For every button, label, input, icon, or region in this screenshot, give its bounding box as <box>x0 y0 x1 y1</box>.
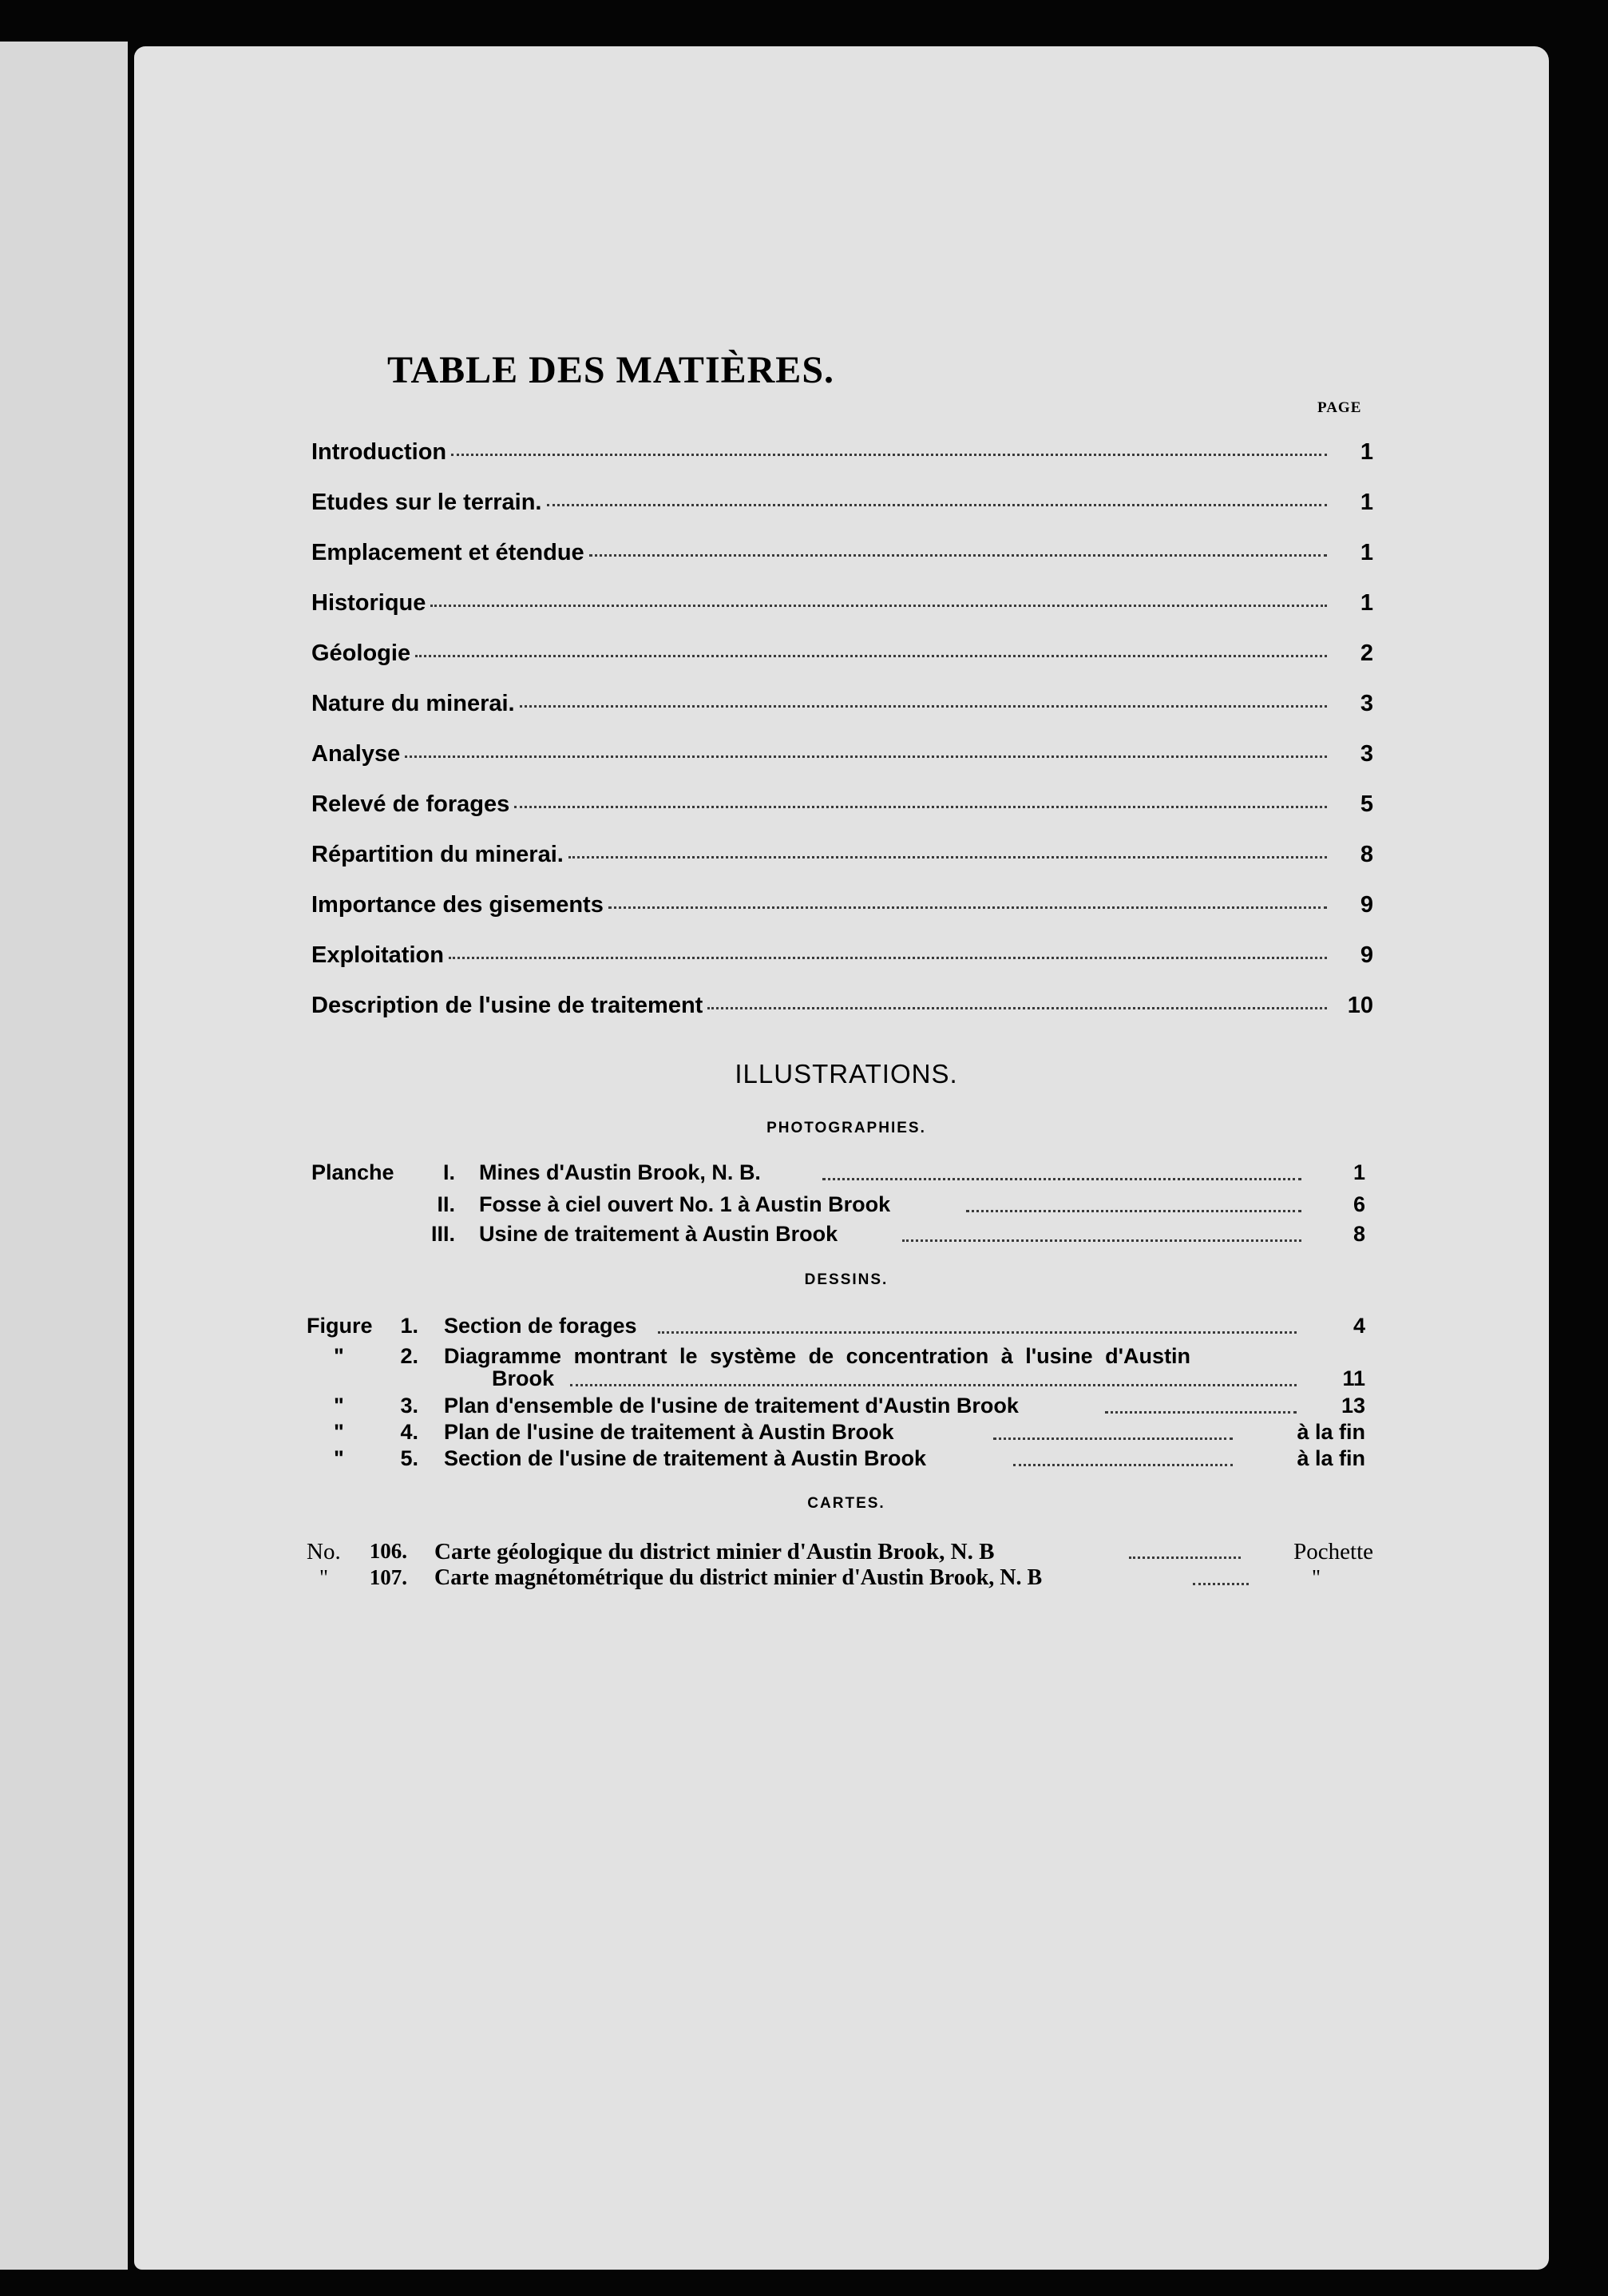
toc-page-number: 2 <box>1360 640 1373 666</box>
toc-page-number: 1 <box>1360 490 1373 515</box>
toc-row <box>311 942 1373 974</box>
toc-label: Géologie <box>311 640 411 666</box>
page-title: TABLE DES MATIÈRES. <box>386 349 835 391</box>
list-lead: Planche <box>311 1160 394 1184</box>
toc-row <box>311 993 1373 1025</box>
leader-dots <box>993 1437 1233 1440</box>
toc-label: Exploitation <box>311 942 444 968</box>
toc-label: Analyse <box>311 741 401 767</box>
leader-dots <box>1129 1556 1241 1559</box>
list-item <box>307 1565 1384 1592</box>
illustrations-heading: ILLUSTRATIONS. <box>735 1059 958 1089</box>
list-item <box>307 1420 1373 1447</box>
list-lead: Figure <box>307 1314 373 1338</box>
list-number: 107. <box>369 1565 407 1589</box>
toc-row <box>311 791 1373 823</box>
dessins-heading: DESSINS. <box>804 1271 889 1288</box>
list-text: Carte géologique du district minier d'Austin Brook, N. B <box>434 1539 995 1564</box>
toc-page-number: 1 <box>1360 540 1373 565</box>
toc-page-number: 1 <box>1360 439 1373 465</box>
list-page: à la fin <box>1297 1420 1365 1444</box>
list-page: à la fin <box>1297 1446 1365 1470</box>
toc-label: Répartition du minerai. <box>311 842 564 867</box>
toc-page-number: 9 <box>1360 942 1373 968</box>
toc-row <box>311 490 1373 521</box>
leader-dots <box>822 1178 1301 1180</box>
list-page: 13 <box>1341 1394 1365 1418</box>
list-item <box>311 1192 1373 1219</box>
list-number: 4. <box>400 1420 418 1444</box>
toc-page-number: 8 <box>1360 842 1373 867</box>
list-page: Pochette <box>1293 1539 1373 1564</box>
leader-dots <box>449 956 1327 959</box>
list-lead: " <box>334 1420 344 1444</box>
leader-dots <box>1013 1464 1233 1466</box>
list-item <box>307 1394 1373 1421</box>
list-number: 1. <box>400 1314 418 1338</box>
toc-label: Emplacement et étendue <box>311 540 584 565</box>
list-number: 2. <box>400 1344 418 1368</box>
list-text: Plan de l'usine de traitement à Austin Brook <box>444 1420 894 1444</box>
list-item <box>307 1314 1373 1341</box>
list-page: 8 <box>1353 1222 1365 1246</box>
list-lead: No. <box>307 1539 341 1564</box>
toc-label: Importance des gisements <box>311 892 604 918</box>
toc-row <box>311 540 1373 572</box>
toc-page-number: 1 <box>1360 590 1373 616</box>
list-number: 3. <box>400 1394 418 1418</box>
list-number: I. <box>442 1160 455 1184</box>
leader-dots <box>707 1006 1327 1009</box>
list-number: II. <box>437 1192 455 1216</box>
leader-dots <box>608 906 1327 909</box>
leader-dots <box>451 453 1327 456</box>
leader-dots <box>415 654 1327 657</box>
toc-row <box>311 842 1373 874</box>
list-item <box>311 1160 1373 1188</box>
list-text: Mines d'Austin Brook, N. B. <box>479 1160 761 1184</box>
list-lead: " <box>334 1394 344 1418</box>
leader-dots <box>547 503 1328 506</box>
page-column-label: PAGE <box>1317 399 1362 416</box>
list-item <box>307 1446 1373 1473</box>
list-lead: " <box>334 1446 344 1470</box>
list-text: Usine de traitement à Austin Brook <box>479 1222 838 1246</box>
toc-label: Introduction <box>311 439 447 465</box>
leader-dots <box>405 755 1327 758</box>
photographies-heading: PHOTOGRAPHIES. <box>766 1120 926 1136</box>
leader-dots <box>902 1239 1301 1242</box>
leader-dots <box>966 1210 1301 1212</box>
toc-page-number: 5 <box>1360 791 1373 817</box>
cartes-heading: CARTES. <box>807 1495 885 1512</box>
toc-page-number: 9 <box>1360 892 1373 918</box>
toc-label: Historique <box>311 590 426 616</box>
toc-label: Etudes sur le terrain. <box>311 490 542 515</box>
list-item <box>307 1539 1384 1566</box>
list-text: Brook <box>492 1366 555 1390</box>
left-facing-page <box>0 42 128 2270</box>
leader-dots <box>520 704 1327 708</box>
toc-row <box>311 640 1373 672</box>
leader-dots <box>514 805 1327 808</box>
list-number: 5. <box>400 1446 418 1470</box>
toc-row <box>311 892 1373 924</box>
leader-dots <box>658 1331 1297 1334</box>
leader-dots <box>430 604 1327 607</box>
list-text: Carte magnétométrique du district minier d'Austin Brook, N. B <box>434 1565 1043 1590</box>
list-lead: " <box>319 1565 329 1589</box>
list-item <box>311 1222 1373 1249</box>
list-text: Fosse à ciel ouvert No. 1 à Austin Brook <box>479 1192 891 1216</box>
list-item <box>307 1366 1373 1394</box>
leader-dots <box>1105 1411 1297 1414</box>
list-text: Diagramme montrant le système de concentration à l'usine d'Austin <box>444 1344 1191 1368</box>
list-text: Section de l'usine de traitement à Austin Brook <box>444 1446 927 1470</box>
list-number: III. <box>430 1222 455 1246</box>
toc-page-number: 3 <box>1360 741 1373 767</box>
toc-row <box>311 741 1373 773</box>
toc-label: Relevé de forages <box>311 791 510 817</box>
leader-dots <box>570 1384 1297 1386</box>
list-number: 106. <box>369 1539 407 1563</box>
list-text: Plan d'ensemble de l'usine de traitement d'Austin Brook <box>444 1394 1019 1418</box>
leader-dots <box>1193 1583 1249 1585</box>
toc-row <box>311 439 1373 471</box>
list-text: Section de forages <box>444 1314 637 1338</box>
leader-dots <box>589 553 1327 557</box>
list-lead: " <box>334 1344 344 1368</box>
toc-page-number: 3 <box>1360 691 1373 716</box>
toc-label: Nature du minerai. <box>311 691 515 716</box>
toc-row <box>311 590 1373 622</box>
list-page: 4 <box>1353 1314 1365 1338</box>
list-page: 6 <box>1353 1192 1365 1216</box>
list-page: 11 <box>1342 1366 1365 1390</box>
list-page: " <box>1311 1565 1321 1589</box>
toc-page-number: 10 <box>1347 993 1373 1018</box>
toc-row <box>311 691 1373 723</box>
toc-label: Description de l'usine de traitement <box>311 993 703 1018</box>
list-page: 1 <box>1353 1160 1365 1184</box>
leader-dots <box>568 855 1327 859</box>
